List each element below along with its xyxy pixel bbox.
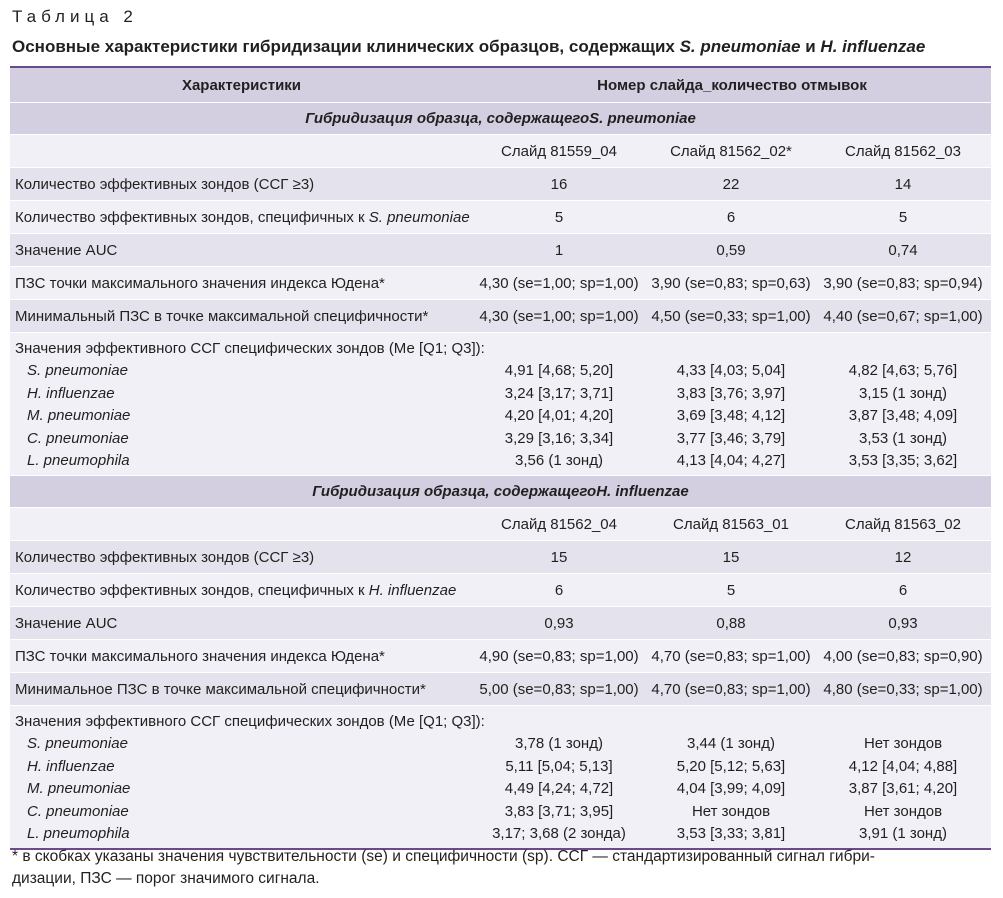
row-value: 3,90 (se=0,83; sp=0,94) [823,274,983,292]
signal-value: 4,12 [4,04; 4,88] [848,757,958,775]
signal-value: Нет зондов [863,735,943,753]
row-value: 4,80 (se=0,33; sp=1,00) [823,680,983,698]
row-value: 6 [554,581,564,599]
row-value: 4,70 (se=0,83; sp=1,00) [651,680,811,698]
row-value: 5 [726,581,736,599]
signal-organism: L. pneumophila [27,452,130,470]
row-label [10,615,473,632]
row-label-text: Количество эффективных зондов, специфичных к [15,581,369,599]
signal-organism: H. influenzae [27,757,115,775]
signal-value: 3,87 [3,48; 4,09] [848,407,958,425]
row-value: 6 [898,581,908,599]
signal-value: 4,91 [4,68; 5,20] [504,362,614,380]
signal-row [10,427,991,450]
signal-value: 3,91 (1 зонд) [859,825,947,843]
table-row [10,673,991,706]
signal-value: 3,24 [3,17; 3,71] [504,384,614,402]
signal-organism: C. pneumoniae [27,429,129,447]
signal-row [10,360,991,383]
signal-row [10,823,991,846]
signal-block-title-row [10,710,991,733]
row-value: 4,90 (se=0,83; sp=1,00) [479,647,639,665]
row-label-text: ПЗС точки максимального значения индекса Юдена* [15,647,385,665]
section-title-text: Гибридизация образца, содержащего [305,110,590,127]
row-value: 4,00 (se=0,83; sp=0,90) [823,647,983,665]
row-value: 15 [550,548,568,566]
table-row [10,234,991,267]
row-label [10,209,473,226]
row-label [10,242,473,259]
signal-organism: S. pneumoniae [27,362,128,380]
signal-organism: L. pneumophila [27,825,130,843]
signal-organism: H. influenzae [27,384,115,402]
signal-value: 5,11 [5,04; 5,13] [505,757,613,775]
slide-id: Слайд 81563_02 [845,515,961,533]
table-row [10,541,991,574]
slide-id: Слайд 81563_01 [673,515,789,533]
slide-id: Слайд 81562_04 [501,515,617,533]
table-row [10,640,991,673]
signal-row [10,450,991,473]
row-value: 6 [726,208,736,226]
footnote-line: дизации, ПЗС — порог значимого сигнала. [12,870,320,887]
signal-row [10,800,991,823]
footnote-line: * в скобках указаны значения чувствительности (se) и специфичности (sp). ССГ — стандартизированный сигнал гибри- [12,848,875,865]
row-label-text: Минимальное ПЗС в точке максимальной специфичности* [15,680,426,698]
row-label [10,176,473,193]
row-label-text: Значение AUC [15,241,118,259]
signal-value: 3,69 [3,48; 4,12] [676,407,786,425]
row-value: 0,74 [888,241,918,259]
signal-value: 3,87 [3,61; 4,20] [848,780,958,798]
signal-value: 3,17; 3,68 (2 зонда) [492,825,626,843]
signal-value: 3,78 (1 зонд) [515,735,603,753]
row-value: 5 [554,208,564,226]
header-characteristics: Характеристики [181,76,302,94]
signal-block-title-row [10,337,991,360]
row-label-text: ПЗС точки максимального значения индекса Юдена* [15,274,385,292]
signal-value: 3,44 (1 зонд) [687,735,775,753]
row-value: 4,70 (se=0,83; sp=1,00) [651,647,811,665]
section-title-text: Гибридизация образца, содержащего [312,483,597,500]
signal-value: Нет зондов [691,802,771,820]
signal-value: Нет зондов [863,802,943,820]
row-value: 1 [554,241,564,259]
signal-value: 3,56 (1 зонд) [515,452,603,470]
signal-value: 5,20 [5,12; 5,63] [676,757,786,775]
signal-value: 3,53 [3,33; 3,81] [676,825,786,843]
table-header [10,68,991,103]
table-number: Таблица 2 [12,7,138,26]
signal-row [10,405,991,428]
section-title-organism: H. influenzae [596,483,689,500]
slide-id: Слайд 81559_04 [501,142,617,160]
table-row [10,574,991,607]
signal-value: 4,33 [4,03; 5,04] [676,362,786,380]
signal-organism: C. pneumoniae [27,802,129,820]
row-value: 22 [722,175,740,193]
signal-organism: S. pneumoniae [27,735,128,753]
row-label-text: Количество эффективных зондов (ССГ ≥3) [15,548,315,566]
row-value: 4,30 (se=1,00; sp=1,00) [479,274,639,292]
row-label [10,549,473,566]
row-label-organism: H. influenzae [368,581,457,599]
row-label-organism: S. pneumoniae [368,208,470,226]
signal-value: 3,53 (1 зонд) [859,429,947,447]
signal-value: 3,77 [3,46; 3,79] [676,429,786,447]
slides-row [10,508,991,541]
table-title: Основные характеристики гибридизации клинических образцов, содержащих S. pneumoniae и H. influenzae [12,37,926,56]
signal-block [10,706,991,848]
header-slide-number: Номер слайда_количество отмывок [597,76,867,94]
characteristics-table [10,66,991,850]
signal-row [10,755,991,778]
section-title [10,476,991,508]
signal-value: 4,82 [4,63; 5,76] [848,362,958,380]
signal-block-title: Значения эффективного ССГ специфических зондов (Ме [Q1; Q3]): [15,712,485,730]
signal-value: 4,04 [3,99; 4,09] [676,780,786,798]
signal-value: 3,29 [3,16; 3,34] [504,429,614,447]
row-label-text: Количество эффективных зондов (ССГ ≥3) [15,175,315,193]
row-label-text: Минимальный ПЗС в точке максимальной специфичности* [15,307,429,325]
row-label-text: Количество эффективных зондов, специфичных к [15,208,369,226]
signal-value: 4,49 [4,24; 4,72] [504,780,614,798]
signal-block [10,333,991,476]
row-value: 12 [894,548,912,566]
row-value: 16 [550,175,568,193]
table-row [10,607,991,640]
slide-id: Слайд 81562_03 [845,142,961,160]
row-value: 4,40 (se=0,67; sp=1,00) [823,307,983,325]
slides-row [10,135,991,168]
row-label [10,648,473,665]
row-label [10,308,473,325]
table-row [10,201,991,234]
signal-organism: M. pneumoniae [27,780,131,798]
slide-id: Слайд 81562_02* [670,142,792,160]
signal-organism: M. pneumoniae [27,407,131,425]
row-value: 0,93 [888,614,918,632]
signal-row [10,382,991,405]
row-value: 5,00 (se=0,83; sp=1,00) [479,680,639,698]
signal-value: 3,83 [3,76; 3,97] [676,384,786,402]
signal-row [10,778,991,801]
signal-block-title: Значения эффективного ССГ специфических зондов (Ме [Q1; Q3]): [15,339,485,357]
row-value: 14 [894,175,912,193]
signal-row [10,733,991,756]
signal-value: 3,15 (1 зонд) [859,384,947,402]
row-value: 4,30 (se=1,00; sp=1,00) [479,307,639,325]
signal-value: 3,83 [3,71; 3,95] [504,802,614,820]
section-title [10,103,991,135]
signal-value: 4,20 [4,01; 4,20] [504,407,614,425]
row-value: 0,93 [544,614,574,632]
row-value: 15 [722,548,740,566]
row-label [10,681,473,698]
row-label [10,275,473,292]
row-value: 3,90 (se=0,83; sp=0,63) [651,274,811,292]
table-row [10,267,991,300]
row-value: 4,50 (se=0,33; sp=1,00) [651,307,811,325]
row-value: 0,59 [716,241,746,259]
table-row [10,168,991,201]
footnote [12,846,992,890]
section-title-organism: S. pneumoniae [589,110,696,127]
row-value: 5 [898,208,908,226]
row-value: 0,88 [716,614,746,632]
signal-value: 3,53 [3,35; 3,62] [848,452,958,470]
row-label [10,582,473,599]
row-label-text: Значение AUC [15,614,118,632]
signal-value: 4,13 [4,04; 4,27] [676,452,786,470]
table-row [10,300,991,333]
